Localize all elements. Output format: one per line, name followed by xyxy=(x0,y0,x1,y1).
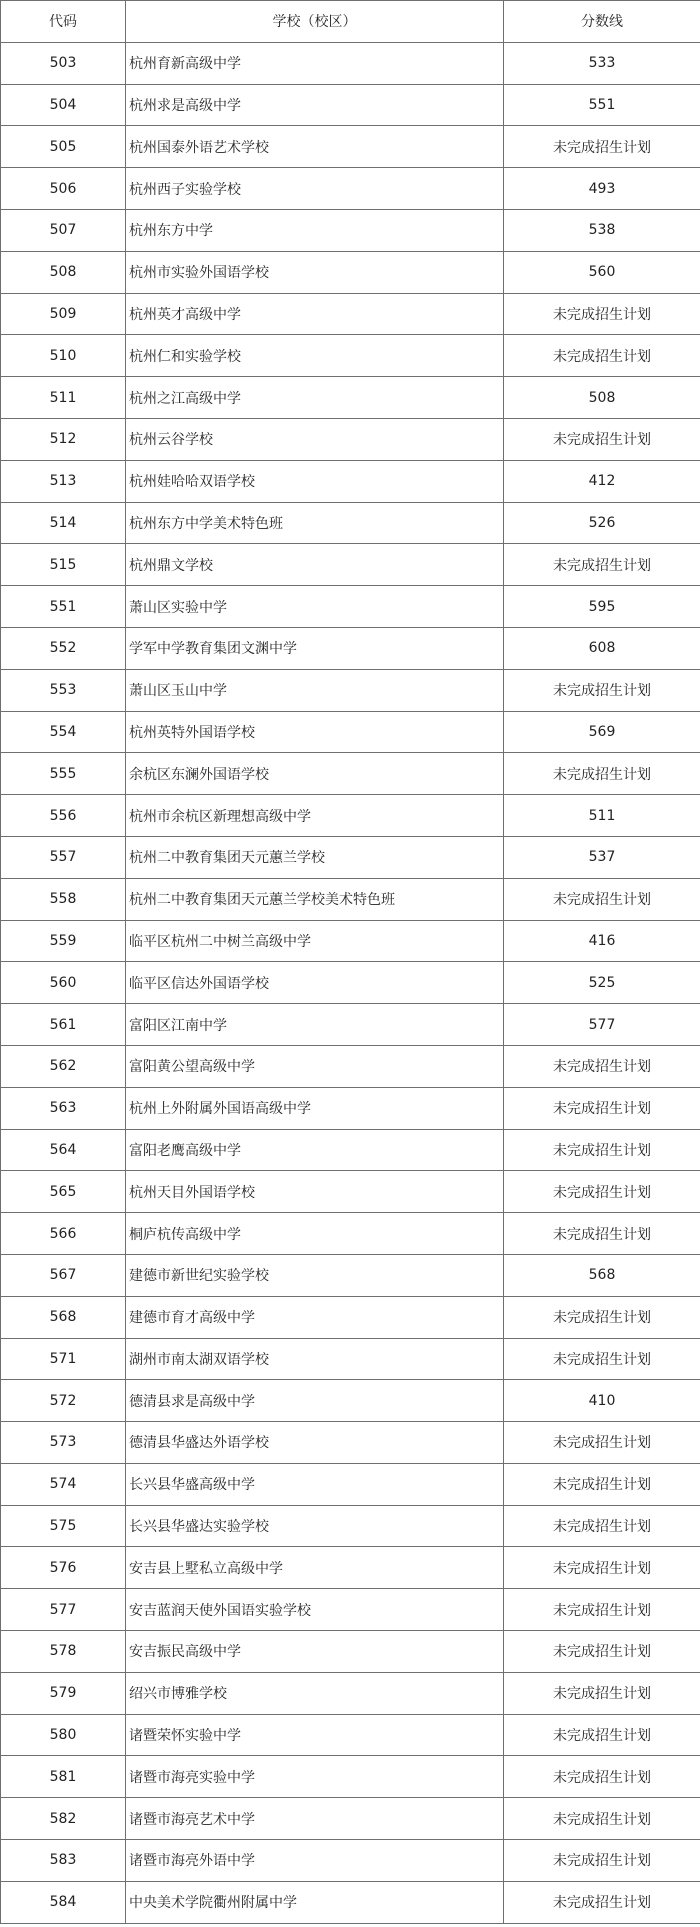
table-header-row xyxy=(1,1,700,43)
school-cell: 杭州二中教育集团天元蕙兰学校 xyxy=(126,836,504,878)
code-cell: 554 xyxy=(1,711,126,753)
table-row xyxy=(1,1171,700,1213)
table-row xyxy=(1,586,700,628)
score-cell: 未完成招生计划 xyxy=(504,544,700,586)
code-cell: 514 xyxy=(1,502,126,544)
school-cell: 杭州东方中学美术特色班 xyxy=(126,502,504,544)
score-cell: 412 xyxy=(504,460,700,502)
score-cell: 526 xyxy=(504,502,700,544)
score-cell: 未完成招生计划 xyxy=(504,293,700,335)
school-cell: 余杭区东澜外国语学校 xyxy=(126,753,504,795)
school-cell: 建德市育才高级中学 xyxy=(126,1296,504,1338)
code-cell: 565 xyxy=(1,1171,126,1213)
school-cell: 安吉振民高级中学 xyxy=(126,1631,504,1673)
school-cell: 安吉蓝润天使外国语实验学校 xyxy=(126,1589,504,1631)
code-cell: 567 xyxy=(1,1254,126,1296)
table-row xyxy=(1,293,700,335)
score-cell: 525 xyxy=(504,962,700,1004)
score-cell: 未完成招生计划 xyxy=(504,878,700,920)
school-cell: 杭州求是高级中学 xyxy=(126,84,504,126)
code-cell: 507 xyxy=(1,209,126,251)
school-cell: 杭州上外附属外国语高级中学 xyxy=(126,1087,504,1129)
code-cell: 583 xyxy=(1,1840,126,1882)
school-cell: 桐庐杭传高级中学 xyxy=(126,1213,504,1255)
school-cell: 杭州鼎文学校 xyxy=(126,544,504,586)
table-row xyxy=(1,1296,700,1338)
school-cell: 杭州二中教育集团天元蕙兰学校美术特色班 xyxy=(126,878,504,920)
score-cell: 未完成招生计划 xyxy=(504,335,700,377)
code-cell: 578 xyxy=(1,1631,126,1673)
score-cell: 508 xyxy=(504,377,700,419)
table-row xyxy=(1,1463,700,1505)
code-cell: 563 xyxy=(1,1087,126,1129)
code-cell: 555 xyxy=(1,753,126,795)
table-row xyxy=(1,753,700,795)
score-cell: 未完成招生计划 xyxy=(504,1045,700,1087)
school-cell: 建德市新世纪实验学校 xyxy=(126,1254,504,1296)
school-cell: 杭州天目外国语学校 xyxy=(126,1171,504,1213)
table-row xyxy=(1,251,700,293)
score-cell: 未完成招生计划 xyxy=(504,126,700,168)
code-cell: 571 xyxy=(1,1338,126,1380)
school-cell: 杭州西子实验学校 xyxy=(126,168,504,210)
code-cell: 562 xyxy=(1,1045,126,1087)
score-cell: 未完成招生计划 xyxy=(504,1296,700,1338)
table-row xyxy=(1,1254,700,1296)
score-cell: 未完成招生计划 xyxy=(504,1840,700,1882)
table-row xyxy=(1,1589,700,1631)
score-cell: 未完成招生计划 xyxy=(504,1547,700,1589)
score-cell: 未完成招生计划 xyxy=(504,1463,700,1505)
table-row xyxy=(1,460,700,502)
code-cell: 553 xyxy=(1,669,126,711)
school-cell: 杭州云谷学校 xyxy=(126,418,504,460)
table-row xyxy=(1,962,700,1004)
school-cell: 长兴县华盛达实验学校 xyxy=(126,1505,504,1547)
score-cell: 未完成招生计划 xyxy=(504,1213,700,1255)
table-row xyxy=(1,42,700,84)
code-cell: 558 xyxy=(1,878,126,920)
table-row xyxy=(1,377,700,419)
code-cell: 557 xyxy=(1,836,126,878)
score-cell: 410 xyxy=(504,1380,700,1422)
code-cell: 575 xyxy=(1,1505,126,1547)
score-cell: 608 xyxy=(504,627,700,669)
table-row xyxy=(1,1672,700,1714)
table-row xyxy=(1,920,700,962)
score-cell: 未完成招生计划 xyxy=(504,1881,700,1923)
table-row xyxy=(1,1631,700,1673)
code-cell: 508 xyxy=(1,251,126,293)
score-cell: 未完成招生计划 xyxy=(504,753,700,795)
code-cell: 574 xyxy=(1,1463,126,1505)
score-cell: 511 xyxy=(504,795,700,837)
school-cell: 杭州英特外国语学校 xyxy=(126,711,504,753)
table-row xyxy=(1,84,700,126)
table-row xyxy=(1,1045,700,1087)
table-row xyxy=(1,669,700,711)
school-cell: 诸暨荣怀实验中学 xyxy=(126,1714,504,1756)
code-cell: 515 xyxy=(1,544,126,586)
table-row xyxy=(1,1505,700,1547)
code-cell: 572 xyxy=(1,1380,126,1422)
code-cell: 577 xyxy=(1,1589,126,1631)
table-row xyxy=(1,795,700,837)
score-cell: 568 xyxy=(504,1254,700,1296)
school-cell: 杭州娃哈哈双语学校 xyxy=(126,460,504,502)
table-row xyxy=(1,1422,700,1464)
code-cell: 503 xyxy=(1,42,126,84)
score-cell: 未完成招生计划 xyxy=(504,1631,700,1673)
code-cell: 512 xyxy=(1,418,126,460)
table-row xyxy=(1,126,700,168)
school-cell: 安吉县上墅私立高级中学 xyxy=(126,1547,504,1589)
code-cell: 551 xyxy=(1,586,126,628)
table-row xyxy=(1,878,700,920)
school-cell: 萧山区实验中学 xyxy=(126,586,504,628)
code-cell: 579 xyxy=(1,1672,126,1714)
table-row xyxy=(1,1798,700,1840)
code-cell: 513 xyxy=(1,460,126,502)
code-cell: 552 xyxy=(1,627,126,669)
column-header-school: 学校（校区） xyxy=(126,1,504,43)
score-cell: 未完成招生计划 xyxy=(504,1338,700,1380)
score-cell: 538 xyxy=(504,209,700,251)
code-cell: 576 xyxy=(1,1547,126,1589)
score-cell: 未完成招生计划 xyxy=(504,1422,700,1464)
code-cell: 509 xyxy=(1,293,126,335)
score-cell: 493 xyxy=(504,168,700,210)
code-cell: 580 xyxy=(1,1714,126,1756)
school-cell: 富阳区江南中学 xyxy=(126,1004,504,1046)
school-cell: 湖州市南太湖双语学校 xyxy=(126,1338,504,1380)
score-cell: 551 xyxy=(504,84,700,126)
table-row xyxy=(1,209,700,251)
table-row xyxy=(1,1087,700,1129)
table-row xyxy=(1,418,700,460)
table-row xyxy=(1,1547,700,1589)
code-cell: 566 xyxy=(1,1213,126,1255)
table-row xyxy=(1,335,700,377)
score-cell: 595 xyxy=(504,586,700,628)
code-cell: 573 xyxy=(1,1422,126,1464)
table-row xyxy=(1,1714,700,1756)
column-header-score: 分数线 xyxy=(504,1,700,43)
code-cell: 505 xyxy=(1,126,126,168)
school-cell: 杭州育新高级中学 xyxy=(126,42,504,84)
score-cell: 未完成招生计划 xyxy=(504,1756,700,1798)
school-cell: 杭州市余杭区新理想高级中学 xyxy=(126,795,504,837)
score-cell: 未完成招生计划 xyxy=(504,1589,700,1631)
score-cell: 未完成招生计划 xyxy=(504,1087,700,1129)
school-cell: 长兴县华盛高级中学 xyxy=(126,1463,504,1505)
table-row xyxy=(1,1756,700,1798)
table-row xyxy=(1,502,700,544)
code-cell: 584 xyxy=(1,1881,126,1923)
score-cell: 未完成招生计划 xyxy=(504,1505,700,1547)
table-row xyxy=(1,711,700,753)
score-cell: 416 xyxy=(504,920,700,962)
code-cell: 510 xyxy=(1,335,126,377)
table-body xyxy=(1,42,700,1923)
score-cell: 577 xyxy=(504,1004,700,1046)
score-cell: 未完成招生计划 xyxy=(504,1798,700,1840)
table-row xyxy=(1,168,700,210)
table-row xyxy=(1,1380,700,1422)
school-cell: 学军中学教育集团文渊中学 xyxy=(126,627,504,669)
table-row xyxy=(1,627,700,669)
table-row xyxy=(1,1881,700,1923)
code-cell: 582 xyxy=(1,1798,126,1840)
code-cell: 559 xyxy=(1,920,126,962)
school-cell: 杭州英才高级中学 xyxy=(126,293,504,335)
table-row xyxy=(1,1840,700,1882)
school-cell: 杭州仁和实验学校 xyxy=(126,335,504,377)
school-cell: 德清县求是高级中学 xyxy=(126,1380,504,1422)
score-cell: 未完成招生计划 xyxy=(504,669,700,711)
school-cell: 中央美术学院衢州附属中学 xyxy=(126,1881,504,1923)
score-cell: 未完成招生计划 xyxy=(504,1714,700,1756)
table-row xyxy=(1,544,700,586)
school-cell: 绍兴市博雅学校 xyxy=(126,1672,504,1714)
school-cell: 富阳黄公望高级中学 xyxy=(126,1045,504,1087)
school-cell: 杭州东方中学 xyxy=(126,209,504,251)
code-cell: 511 xyxy=(1,377,126,419)
table-row xyxy=(1,836,700,878)
code-cell: 506 xyxy=(1,168,126,210)
school-cell: 富阳老鹰高级中学 xyxy=(126,1129,504,1171)
score-cell: 未完成招生计划 xyxy=(504,1171,700,1213)
score-cell: 未完成招生计划 xyxy=(504,1672,700,1714)
school-cell: 诸暨市海亮艺术中学 xyxy=(126,1798,504,1840)
school-cell: 德清县华盛达外语学校 xyxy=(126,1422,504,1464)
code-cell: 564 xyxy=(1,1129,126,1171)
code-cell: 568 xyxy=(1,1296,126,1338)
table-row xyxy=(1,1338,700,1380)
score-cell: 未完成招生计划 xyxy=(504,418,700,460)
school-cell: 诸暨市海亮实验中学 xyxy=(126,1756,504,1798)
school-cell: 杭州市实验外国语学校 xyxy=(126,251,504,293)
school-cell: 萧山区玉山中学 xyxy=(126,669,504,711)
school-cell: 诸暨市海亮外语中学 xyxy=(126,1840,504,1882)
code-cell: 560 xyxy=(1,962,126,1004)
school-cell: 杭州国泰外语艺术学校 xyxy=(126,126,504,168)
table-row xyxy=(1,1004,700,1046)
code-cell: 581 xyxy=(1,1756,126,1798)
code-cell: 556 xyxy=(1,795,126,837)
school-cell: 杭州之江高级中学 xyxy=(126,377,504,419)
score-cell: 537 xyxy=(504,836,700,878)
code-cell: 504 xyxy=(1,84,126,126)
score-cell: 569 xyxy=(504,711,700,753)
table-row xyxy=(1,1213,700,1255)
score-cell: 560 xyxy=(504,251,700,293)
school-cell: 临平区信达外国语学校 xyxy=(126,962,504,1004)
school-cell: 临平区杭州二中树兰高级中学 xyxy=(126,920,504,962)
column-header-code: 代码 xyxy=(1,1,126,43)
score-cell: 未完成招生计划 xyxy=(504,1129,700,1171)
table-row xyxy=(1,1129,700,1171)
score-cell: 533 xyxy=(504,42,700,84)
code-cell: 561 xyxy=(1,1004,126,1046)
